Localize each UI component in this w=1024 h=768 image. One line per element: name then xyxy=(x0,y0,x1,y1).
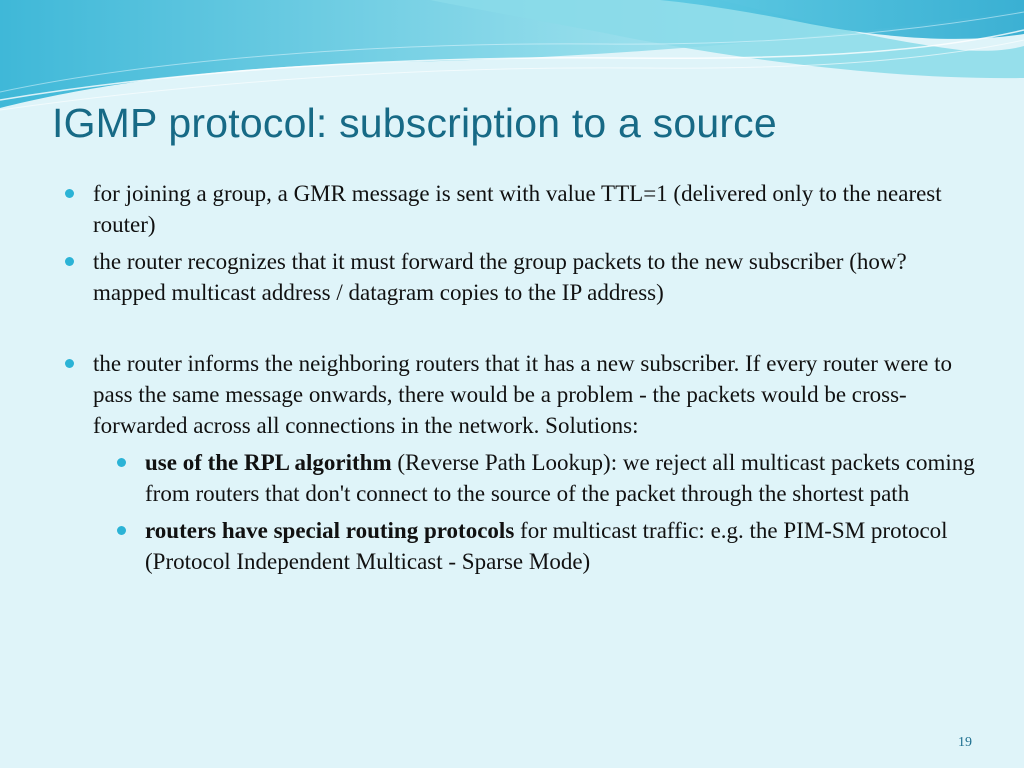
bullet-dot-icon xyxy=(65,189,74,198)
bullet-dot-icon xyxy=(65,257,74,266)
bullet-dot-icon xyxy=(117,526,126,535)
bullet-dot-icon xyxy=(117,458,126,467)
page-number: 19 xyxy=(958,735,972,750)
sub-list-item xyxy=(115,515,983,577)
list-item xyxy=(63,178,983,240)
sub-bullet-bold-text: routers have special routing protocols xyxy=(145,518,515,543)
sub-bullet-bold-text: use of the RPL algorithm xyxy=(145,450,392,475)
sub-bullet-text: (Reverse Path Lookup): we reject all multicast packets coming from routers that don't connect to the source of the packet through the shortest path xyxy=(145,450,975,506)
sub-list-item xyxy=(115,447,983,509)
bullet-dot-icon xyxy=(65,359,74,368)
bullet-text: the router recognizes that it must forward the group packets to the new subscriber (how? mapped multicast address / datagram copies to the IP address) xyxy=(93,249,907,305)
sub-bullet-text: for multicast traffic: e.g. the PIM-SM protocol (Protocol Independent Multicast - Sparse Mode) xyxy=(145,518,948,574)
slide-body xyxy=(63,178,983,583)
slide-title: IGMP protocol: subscription to a source xyxy=(52,100,777,146)
bullet-list xyxy=(63,178,983,577)
list-item xyxy=(63,348,983,577)
list-item xyxy=(63,246,983,308)
bullet-text: the router informs the neighboring routers that it has a new subscriber. If every router were to pass the same message onwards, there would be a problem - the packets would be cross-forwarded across all connections in the network. Solutions: xyxy=(93,351,953,438)
sub-bullet-list xyxy=(115,447,983,577)
bullet-text: for joining a group, a GMR message is sent with value TTL=1 (delivered only to the nearest router) xyxy=(93,181,942,237)
